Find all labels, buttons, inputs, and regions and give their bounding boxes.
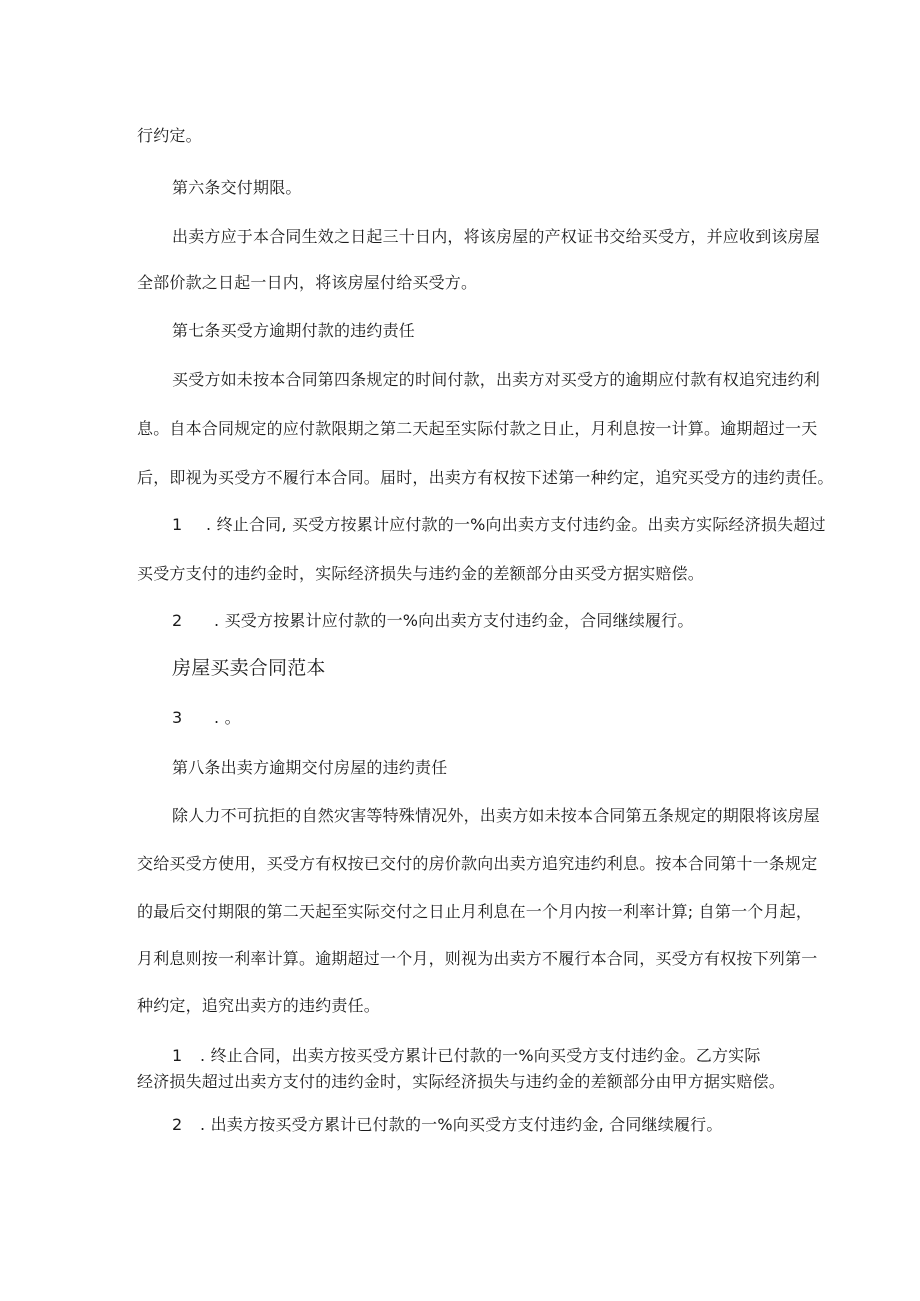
section-heading: 第七条买受方逾期付款的违约责任 [172,321,416,340]
document-title: 房屋买卖合同范本 [172,657,326,679]
paragraph-line: 买受方支付的违约金时，实际经济损失与违约金的差额部分由买受方据实赔偿。 [137,564,705,583]
paragraph-line: 全部价款之日起一日内，将该房屋付给买受方。 [137,273,478,292]
paragraph-line: 种约定，追究出卖方的违约责任。 [137,996,381,1015]
list-item-text: . 终止合同，出卖方按买受方累计已付款的一%向买受方支付违约金。乙方实际 [200,1046,761,1065]
paragraph-line: 月利息则按一利率计算。逾期超过一个月，则视为出卖方不履行本合同，买受方有权按下列第一 [137,949,818,968]
paragraph-line: 行约定。 [137,126,202,145]
list-item-text: . 。 [214,708,241,727]
paragraph-line: 除人力不可抗拒的自然灾害等特殊情况外，出卖方如未按本合同第五条规定的期限将该房屋 [172,806,821,825]
list-item-text: . 买受方按累计应付款的一%向出卖方支付违约金，合同继续履行。 [214,611,694,630]
list-item-number: 3 [172,708,183,727]
list-item-number: 2 [172,1115,183,1134]
list-item [172,1045,761,1067]
list-item-number: 1 [172,515,183,534]
list-item-number: 2 [172,611,183,630]
section-heading: 第八条出卖方逾期交付房屋的违约责任 [172,758,448,777]
list-item-text: . 出卖方按买受方累计已付款的一%向买受方支付违约金, 合同继续履行。 [200,1115,723,1134]
list-item-text: . 终止合同, 买受方按累计应付款的一%向出卖方支付违约金。出卖方实际经济损失超过 [206,515,826,534]
list-item-number: 1 [172,1046,183,1065]
paragraph-line: 买受方如未按本合同第四条规定的时间付款，出卖方对买受方的逾期应付款有权追究违约利 [172,370,821,389]
list-item [172,707,241,729]
paragraph-line: 交给买受方使用，买受方有权按已交付的房价款向出卖方追究违约利息。按本合同第十一条规定 [137,854,818,873]
list-item [172,1114,723,1136]
list-item [172,610,694,632]
section-heading: 第六条交付期限。 [172,178,302,197]
paragraph-line: 出卖方应于本合同生效之日起三十日内，将该房屋的产权证书交给买受方，并应收到该房屋 [172,227,821,246]
paragraph-line: 息。自本合同规定的应付款限期之第二天起至实际付款之日止，月利息按一计算。逾期超过一天 [137,419,818,438]
paragraph-line: 的最后交付期限的第二天起至实际交付之日止月利息在一个月内按一利率计算; 自第一个月起， [137,902,813,921]
paragraph-line: 经济损失超过出卖方支付的违约金时，实际经济损失与违约金的差额部分由甲方据实赔偿。 [137,1072,786,1091]
paragraph-line: 后，即视为买受方不履行本合同。届时，出卖方有权按下述第一种约定，追究买受方的违约责任。 [137,468,834,487]
list-item [172,514,826,536]
